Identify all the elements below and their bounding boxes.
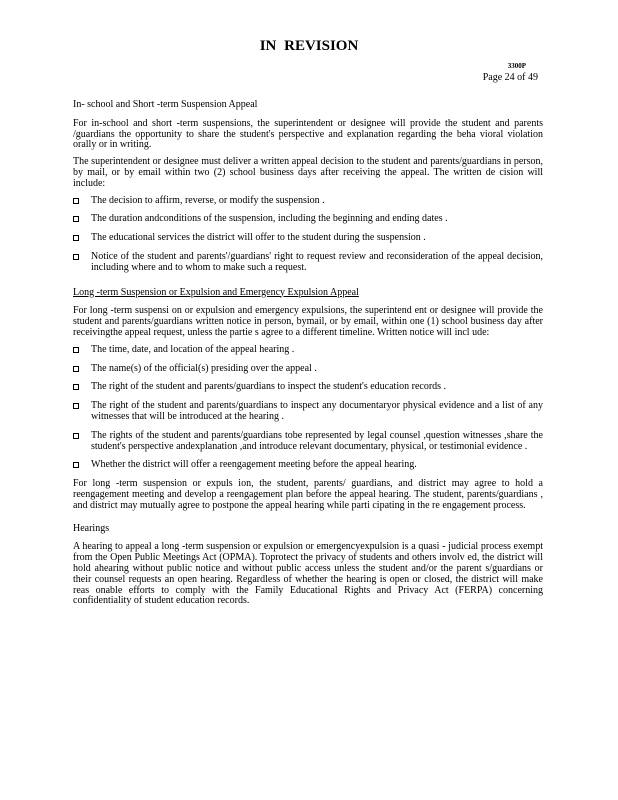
page-number: Page 24 of 49 (482, 72, 538, 83)
paragraph: For long -term suspension or expuls ion, the student, parents/ guardians, and district may agree to hold a reengagement meeting and develop a reengagement plan before the appeal hearing. The student, parents/guardians , and district may mutually agree to postpone the appeal hearing while parti cipating in the re engagement process. (73, 478, 543, 511)
list-item: The duration andconditions of the suspension, including the beginning and ending dates . (73, 214, 543, 225)
list-item: The decision to affirm, reverse, or modify the suspension . (73, 196, 543, 207)
section-heading-short-term-appeal: In- school and Short -term Suspension Appeal (73, 99, 258, 110)
list-item: Notice of the student and parents'/guardians' right to request review and reconsideration of the appeal decision, including where and to whom to make such a request. (73, 252, 543, 274)
section-heading-long-term-appeal: Long -term Suspension or Expulsion and Emergency Expulsion Appeal (73, 286, 359, 298)
notice-contents-list (73, 345, 543, 471)
page-title: IN REVISION (259, 38, 359, 54)
list-item: The educational services the district will offer to the student during the suspension . (73, 233, 543, 244)
paragraph: For in-school and short -term suspensions, the superintendent or designee will provide the student and parents /guardians the opportunity to share the student's perspective and explanation regarding the beha vioral violation orally or in writing. (73, 117, 543, 151)
checkbox-bullet-icon (73, 462, 79, 468)
paragraph: The superintendent or designee must deliver a written appeal decision to the student and parents/guardians in person, by mail, or by email within two (2) school business days after receiving the appeal. The written de cision will include: (73, 156, 543, 189)
document-body (73, 100, 543, 613)
paragraph: A hearing to appeal a long -term suspension or expulsion or emergencyexpulsion is a quasi - judicial process exempt from the Open Public Meetings Act (OPMA). Toprotect the privacy of students and others involv ed, the district will hold ahearing without public notice and without public access unless the student and/or the parent s/guardians or their counsel requests an open hearing. Regardless of whether the hearing is open or closed, the district will make reas onable efforts to comply with the Family Educational Rights and Privacy Act (FERPA) concerning confidentiality of student education records. (73, 541, 543, 607)
checkbox-bullet-icon (73, 216, 79, 222)
checkbox-bullet-icon (73, 433, 79, 439)
paragraph: For long -term suspensi on or expulsion and emergency expulsions, the superintend ent or designee will provide the student and parents/guardians written notice in person, bymail, or by email, within one (1) school business day after receivingthe appeal request, unless the partie s agree to a different timeline. Written notice will incl ude: (73, 305, 543, 338)
checkbox-bullet-icon (73, 384, 79, 390)
checkbox-bullet-icon (73, 198, 79, 204)
list-item: The right of the student and parents/guardians to inspect any documentaryor physical evidence and a list of any witnesses that will be introduced at the hearing . (73, 401, 543, 423)
list-item: The rights of the student and parents/guardians tobe represented by legal counsel ,question witnesses ,share the student's perspective andexplanation ,and introduce relevant documentary, physical, or testimonial evidence . (73, 431, 543, 453)
section-heading-hearings: Hearings (73, 522, 110, 534)
checkbox-bullet-icon (73, 254, 79, 260)
checkbox-bullet-icon (73, 366, 79, 372)
list-item: The right of the student and parents/guardians to inspect the student's education records . (73, 382, 543, 393)
list-item: The time, date, and location of the appeal hearing . (73, 345, 543, 356)
list-item: Whether the district will offer a reengagement meeting before the appeal hearing. (73, 460, 543, 471)
policy-code: 3300P (507, 62, 526, 70)
checkbox-bullet-icon (73, 403, 79, 409)
decision-contents-list (73, 196, 543, 274)
checkbox-bullet-icon (73, 235, 79, 241)
list-item: The name(s) of the official(s) presiding over the appeal . (73, 364, 543, 375)
checkbox-bullet-icon (73, 347, 79, 353)
